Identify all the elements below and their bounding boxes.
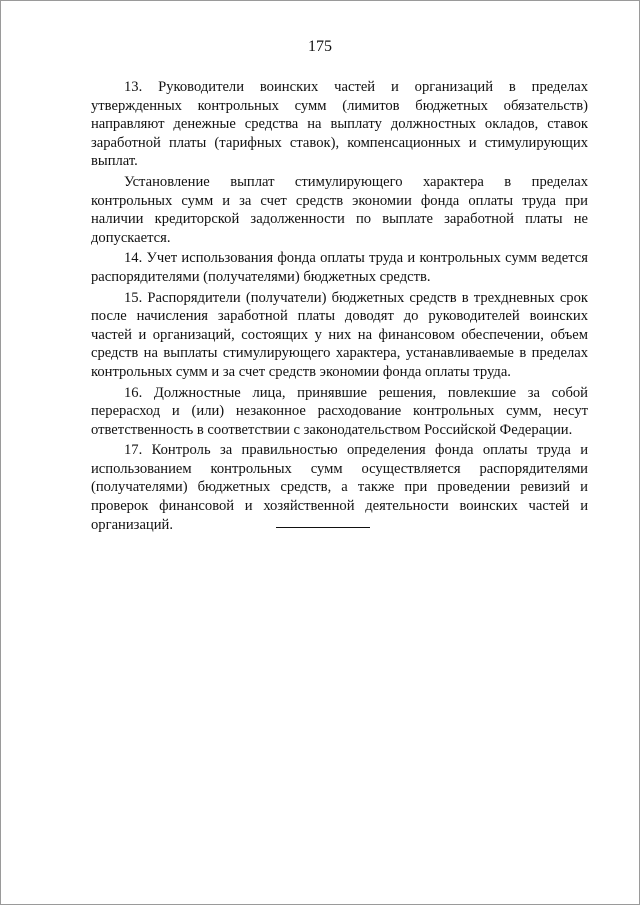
paragraph-13: 13. Руководители воинских частей и организаций в пределах утвержденных контрольных сумм (лимитов бюджетных обязательств) направляют денежные средства на выплату должностных окладов, ставок заработной платы (тарифных ставок), компенсационных и стимулирующих выплат. <box>91 79 588 170</box>
paragraph-15: 15. Распорядители (получатели) бюджетных средств в трехдневных срок после начисления заработной платы доводят до руководителей воинских частей и организаций, состоящих у них на финансовом обеспечении, объем средств на выплаты стимулирующего характера, устанавливаемые в пределах контрольных сумм и за счет средств экономии фонда оплаты труда. <box>91 289 588 380</box>
paragraph-17: 17. Контроль за правильностью определения фонда оплаты труда и использованием контрольных сумм осуществляется распорядителями (получателями) бюджетных средств, а также при проведении ревизий и проверок финансовой и хозяйственной деятельности воинских частей и организаций. <box>91 442 588 533</box>
end-separator-line <box>276 527 370 528</box>
paragraph-16: 16. Должностные лица, принявшие решения, повлекшие за собой перерасход и (или) незаконное расходование контрольных сумм, несут ответственность в соответствии с законодательством Российской Федерации. <box>91 384 588 438</box>
paragraph-13-continuation: Установление выплат стимулирующего характера в пределах контрольных сумм и за счет средств экономии фонда оплаты труда при наличии кредиторской задолженности по выплате заработной платы не допускается. <box>91 173 588 246</box>
page-number: 175 <box>308 38 332 55</box>
paragraph-14: 14. Учет использования фонда оплаты труда и контрольных сумм ведется распорядителями (получателями) бюджетных средств. <box>91 250 588 285</box>
document-body <box>91 78 588 536</box>
